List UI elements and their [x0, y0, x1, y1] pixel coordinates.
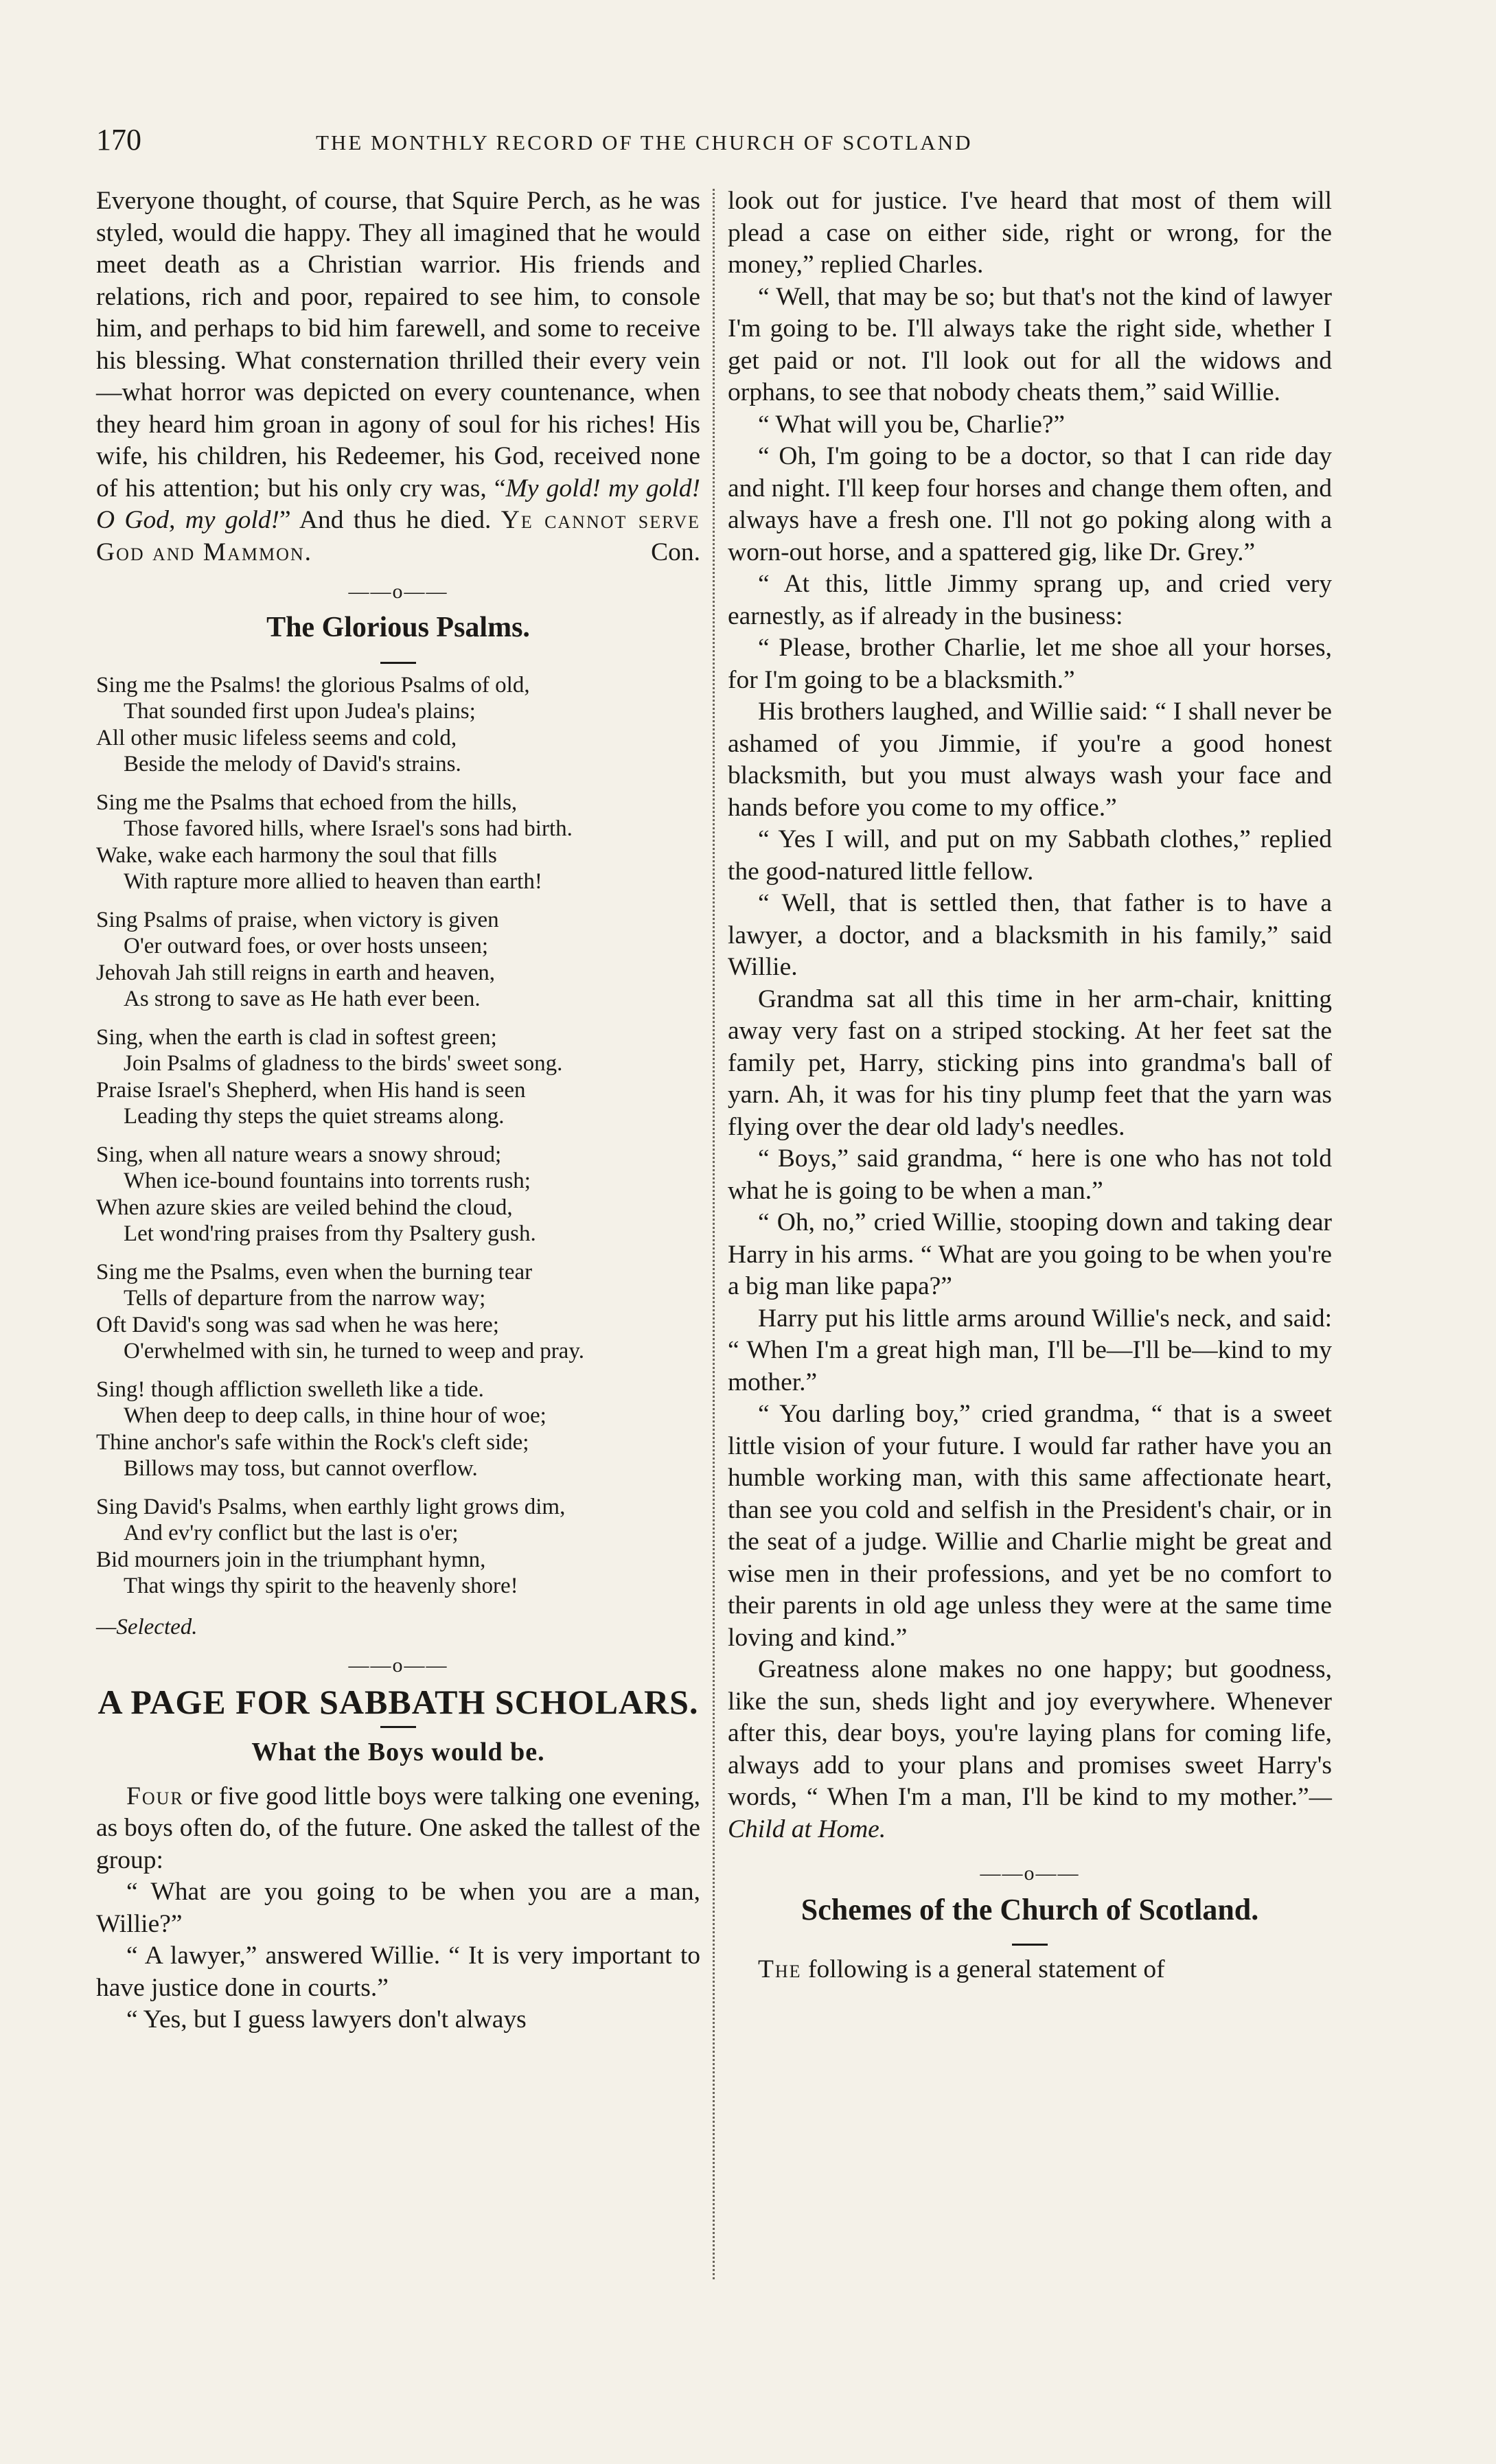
poem-title-rule — [380, 662, 416, 664]
poem-line: Sing Psalms of praise, when victory is given — [96, 907, 499, 932]
paragraph-text: “ A lawyer,” answered Willie. “ It is very important to have justice done in courts.” — [96, 1942, 700, 2002]
poem-line: Thine anchor's safe within the Rock's cleft side; — [96, 1429, 529, 1455]
story-paragraph — [96, 1940, 700, 2004]
story-paragraph: “ Yes I will, and put on my Sabbath clothes,” replied the good-natured little fellow. — [728, 825, 1332, 886]
poem-line: O'erwhelmed with sin, he turned to weep and pray. — [124, 1339, 584, 1363]
poem-line: Oft David's song was sad when he was here; — [96, 1312, 499, 1337]
paragraph-text: “ What are you going to be when you are a man, Willie?” — [96, 1878, 700, 1938]
poem-line: Bid mourners join in the triumphant hymn, — [96, 1547, 486, 1572]
story-paragraph: His brothers laughed, and Willie said: “ I shall never be ashamed of you Jimmie, if you're a good honest blacksmith, but you must always wash your face and hands before you come to my office.” — [728, 698, 1332, 822]
paragraph-text: or five good little boys were talking one evening, as boys often do, of the future. One asked the tallest of the group: — [96, 1782, 700, 1874]
section-title-rule — [1012, 1944, 1048, 1946]
poem-line: Sing me the Psalms, even when the burning tear — [96, 1259, 533, 1285]
story-paragraph: look out for justice. I've heard that most of them will plead a case on either side, right or wrong, for the money,” replied Charles. — [728, 187, 1332, 279]
poem-line: Those favored hills, where Israel's sons had birth. — [124, 816, 573, 841]
poem-line: With rapture more allied to heaven than earth! — [124, 869, 542, 894]
story-paragraph: “ At this, little Jimmy sprang up, and cried very earnestly, as if already in the business: — [728, 570, 1332, 630]
opening-cry: My gold! my gold! O God, my gold! — [96, 474, 701, 534]
poem-stanza — [96, 1494, 700, 1600]
divider: ——o—— — [348, 579, 448, 603]
column-gutter — [713, 189, 715, 2279]
dropcap: The — [758, 1955, 802, 1983]
story-paragraph: “ Please, brother Charlie, let me shoe all your horses, for I'm going to be a blacksmith.” — [728, 634, 1332, 694]
story-continued — [728, 185, 1332, 1654]
poem-line: As strong to save as He hath ever been. — [124, 987, 481, 1011]
poem-stanza — [96, 1259, 700, 1365]
poem-line: And ev'ry conflict but the last is o'er; — [124, 1521, 459, 1545]
story-title: What the Boys would be. — [251, 1738, 545, 1766]
paragraph-text: “ Yes, but I guess lawyers don't always — [126, 2005, 527, 2034]
poem-line: When ice-bound fountains into torrents rush; — [124, 1168, 531, 1193]
opening-paragraph — [96, 185, 700, 568]
poem-line: Praise Israel's Shepherd, when His hand is seen — [96, 1077, 526, 1103]
poem-line: Sing me the Psalms! the glorious Psalms of old, — [96, 672, 530, 698]
closing-paragraph — [728, 1654, 1332, 1845]
story-paragraph: “ You darling boy,” cried grandma, “ that is a sweet little vision of your future. I would far rather have you an humble working man, with this same affectionate heart, than see you cold and selfish in the President's chair, or in the seat of a judge. Willie and Charlie might be great and wise men in their professions, and yet be no comfort to their parents in old age unless they were at the same time loving and kind.” — [728, 1400, 1332, 1652]
story-paragraph: Grandma sat all this time in her arm-chair, knitting away very fast on a striped stocking. At her feet sat the family pet, Harry, sticking pins into grandma's ball of yarn. Ah, it was for his tiny plump feet that the yarn was flying over the dear old lady's needles. — [728, 985, 1332, 1141]
poem-line: Sing me the Psalms that echoed from the hills, — [96, 790, 518, 815]
poem-line: Beside the melody of David's strains. — [124, 752, 461, 776]
closing-text: Greatness alone makes no one happy; but goodness, like the sun, sheds light and joy everywhere. Whenever after this, dear boys, you're laying plans for coming life, always add to your plans and promises sweet Harry's words, “ When I'm a man, I'll be kind to my mother.” — [728, 1655, 1332, 1811]
opening-moral: Ye cannot serve God and Mammon. — [96, 506, 701, 566]
page-number: 170 — [96, 123, 141, 157]
poem-line: That wings thy spirit to the heavenly shore! — [124, 1574, 518, 1598]
poem-line: Sing, when all nature wears a snowy shroud; — [96, 1142, 502, 1167]
section-title-rule — [380, 1726, 416, 1728]
story-paragraph — [96, 1781, 700, 1877]
poem-stanza — [96, 672, 700, 778]
opening-text: Everyone thought, of course, that Squire Perch, as he was styled, would die happy. They all imagined that he would meet death as a Christian warrior. His friends and relations, rich and poor, repaired to see him, to console him, and perhaps to bid him farewell, and some to receive his blessing. What consternation thrilled their every vein—what horror was depicted on every countenance, when they heard him groan in agony of soul for his riches! His wife, his children, his Redeemer, his God, received none of his attention; but his only cry was, “ — [96, 187, 700, 503]
poem-stanza — [96, 1024, 700, 1130]
closing-source: —Child at Home. — [728, 1783, 1332, 1843]
poem-line: That sounded first upon Judea's plains; — [124, 699, 476, 724]
poem-line: Sing David's Psalms, when earthly light grows dim, — [96, 1494, 566, 1519]
poem-stanza — [96, 907, 700, 1013]
story-paragraph: “ Oh, I'm going to be a doctor, so that I can ride day and night. I'll keep four horses and change them often, and always have a fresh one. I'll not go poking along with a worn-out horse, and a spattered gig, like Dr. Grey.” — [728, 442, 1332, 566]
divider: ——o—— — [348, 1654, 448, 1677]
poem-stanza — [96, 790, 700, 895]
story-paragraph — [96, 2004, 700, 2036]
story — [96, 1781, 700, 2036]
story-paragraph: “ What will you be, Charlie?” — [758, 410, 1066, 439]
story-paragraph: “ Well, that is settled then, that father is to have a lawyer, a doctor, and a blacksmith in his family,” said Willie. — [728, 889, 1332, 981]
poem-line: When azure skies are veiled behind the cloud, — [96, 1195, 513, 1220]
poem-title: The Glorious Psalms. — [266, 612, 530, 643]
section-title-schemes: Schemes of the Church of Scotland. — [801, 1892, 1259, 1926]
poem-line: Let wond'ring praises from thy Psaltery gush. — [124, 1221, 536, 1246]
schemes-text: following is a general statement of — [801, 1955, 1165, 1983]
left-column — [96, 185, 700, 2036]
poem-stanza — [96, 1377, 700, 1482]
poem-line: All other music lifeless seems and cold, — [96, 725, 457, 750]
poem-stanza — [96, 1142, 700, 1247]
story-paragraph: “ Well, that may be so; but that's not the kind of lawyer I'm going to be. I'll always take the right side, whether I get paid or not. I'll look out for all the widows and orphans, to see that nobody cheats them,” said Willie. — [728, 282, 1332, 406]
poem-line: Billows may toss, but cannot overflow. — [124, 1456, 478, 1481]
poem-line: Sing, when the earth is clad in softest green; — [96, 1024, 497, 1050]
schemes-opening — [728, 1954, 1332, 1986]
poem-line: Jehovah Jah still reigns in earth and heaven, — [96, 960, 495, 985]
poem-line: Tells of departure from the narrow way; — [124, 1286, 486, 1311]
section-title-sabbath-scholars: A PAGE FOR SABBATH SCHOLARS. — [97, 1682, 699, 1721]
poem-line: O'er outward foes, or over hosts unseen; — [124, 934, 489, 958]
story-paragraph: “ Boys,” said grandma, “ here is one who has not told what he is going to be when a man.” — [728, 1144, 1332, 1205]
poem-line: Wake, wake each harmony the soul that fills — [96, 842, 497, 868]
running-head: THE MONTHLY RECORD OF THE CHURCH OF SCOTLAND — [316, 130, 973, 154]
poem-line: Join Psalms of gladness to the birds' sweet song. — [124, 1051, 563, 1076]
poem-attribution: —Selected. — [96, 1614, 198, 1639]
story-paragraph: “ Oh, no,” cried Willie, stooping down and taking dear Harry in his arms. “ What are you going to be when you're a big man like papa?” — [728, 1208, 1332, 1300]
poem-line: Sing! though affliction swelleth like a tide. — [96, 1377, 484, 1402]
dropcap: Four — [126, 1782, 184, 1810]
opening-text-end: ” And thus he died. — [279, 506, 492, 534]
story-paragraph — [96, 1876, 700, 1940]
divider: ——o—— — [980, 1862, 1080, 1885]
signature-text: Con. — [651, 538, 700, 566]
poem-line: When deep to deep calls, in thine hour of woe; — [124, 1403, 546, 1428]
right-column — [728, 185, 1332, 1986]
story-paragraph: Harry put his little arms around Willie's neck, and said: “ When I'm a great high man, I'll be—I'll be—kind to my mother.” — [728, 1304, 1332, 1396]
poem-line: Leading thy steps the quiet streams along. — [124, 1104, 505, 1129]
poem — [96, 672, 700, 1600]
